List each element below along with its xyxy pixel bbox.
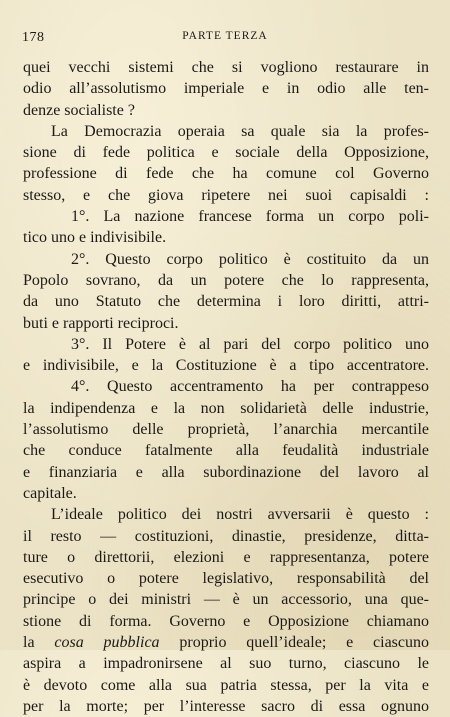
text-line: aspira a impadronirsene al suo turno, ciascuno le — [23, 655, 429, 673]
text-line: stesso, e che giova ripetere nei suoi capisaldi : — [23, 186, 429, 204]
text-line: e indivisibile, e la Costituzione è a tipo accentratore. — [23, 357, 429, 375]
text-line: ture o direttorii, elezioni e rappresentanza, potere — [23, 548, 429, 566]
text-line: 3°. Il Potere è al pari del corpo politico uno — [71, 335, 429, 353]
text-line: principe o dei ministri — è un accessorio, una que- — [23, 591, 429, 609]
text-line: professione di fede che ha comune col Governo — [23, 165, 429, 183]
text-line: la indipendenza e la non solidarietà delle industrie, — [23, 399, 429, 417]
text-line: capitale. — [23, 484, 77, 502]
text-line: da uno Statuto che determina i loro diritti, attri- — [23, 293, 429, 311]
text-line: il resto — costituzioni, dinastie, presidenze, ditta- — [23, 527, 429, 545]
italic-phrase: cosa pubblica — [54, 634, 160, 652]
text-line: tico uno e indivisibile. — [23, 229, 167, 247]
text-line: denze socialiste ? — [23, 101, 135, 119]
text-line: e finanziaria e alla subordinazione del lavoro al — [23, 463, 429, 481]
running-head: PARTE TERZA — [182, 30, 268, 42]
text-line: Popolo sovrano, da un potere che lo rappresenta, — [23, 271, 429, 289]
text-line: buti e rapporti reciproci. — [23, 314, 179, 332]
text-line: 1°. La nazione francese forma un corpo poli- — [71, 208, 429, 226]
text-line: L’ideale politico dei nostri avversarii è questo : — [51, 506, 429, 524]
text-line: 2°. Questo corpo politico è costituito da un — [71, 250, 429, 268]
text-line: sione di fede politica e sociale della Opposizione, — [23, 144, 429, 162]
text-line: l’assolutismo delle proprietà, l’anarchia mercantile — [23, 421, 429, 439]
text-line: che conduce fatalmente alla feudalità industriale — [23, 442, 429, 460]
text-line: stione di forma. Governo e Opposizione chiamano — [23, 612, 429, 630]
body-text — [23, 57, 429, 717]
page-header — [0, 30, 450, 52]
text-line: la cosa pubblica proprio quell’ideale; e ciascuno — [23, 634, 430, 652]
text-line: La Democrazia operaia sa quale sia la profes- — [51, 122, 429, 140]
page-number: 178 — [22, 30, 45, 45]
text-line: 4°. Questo accentramento ha per contrappeso — [71, 378, 429, 396]
text-line: odio all’assolutismo imperiale e in odio alle ten- — [23, 80, 429, 98]
text-line: esecutivo o potere legislativo, responsabilità del — [23, 570, 429, 588]
text-line: è devoto come alla sua patria stessa, per la vita e — [23, 676, 429, 694]
text-line: quei vecchi sistemi che si vogliono restaurare in — [23, 59, 429, 76]
text-line: per la morte; per l’interesse sacro di essa ognuno — [23, 697, 429, 715]
